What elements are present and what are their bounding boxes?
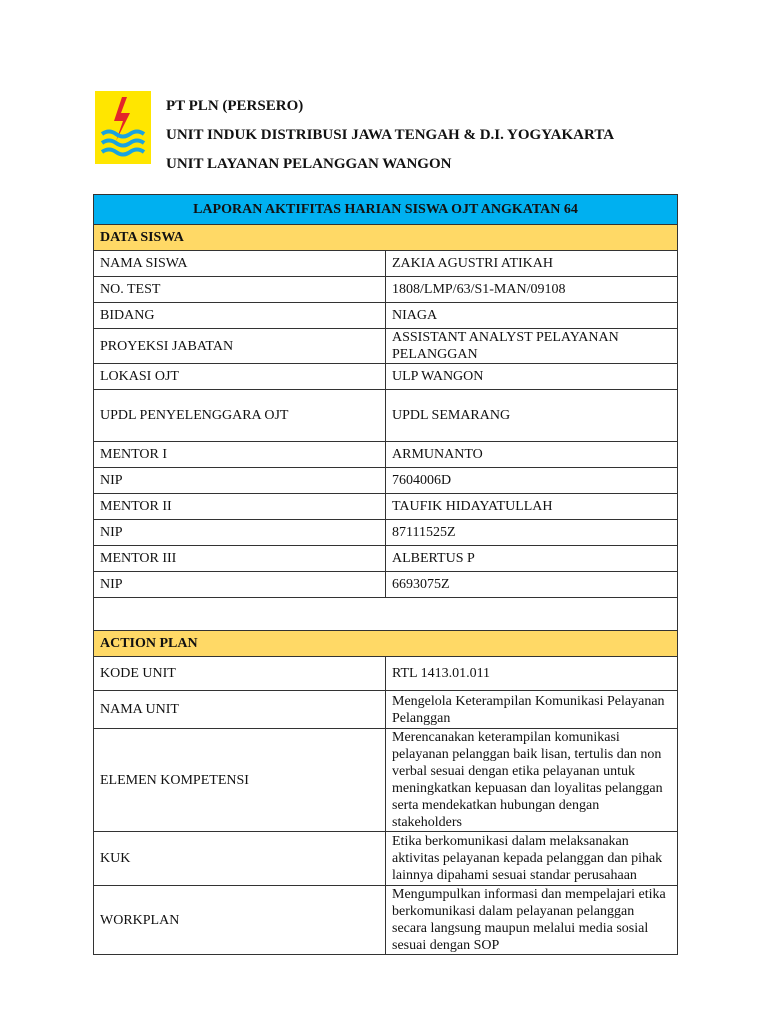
row-value: 1808/LMP/63/S1-MAN/09108 xyxy=(386,277,678,303)
table-row xyxy=(94,329,678,364)
empty-row xyxy=(94,598,678,631)
row-label: LOKASI OJT xyxy=(94,364,386,390)
row-label: KUK xyxy=(94,832,386,886)
table-row xyxy=(94,277,678,303)
row-value: 6693075Z xyxy=(386,572,678,598)
row-value: 87111525Z xyxy=(386,520,678,546)
row-label: NAMA UNIT xyxy=(94,691,386,729)
table-row xyxy=(94,520,678,546)
table-row xyxy=(94,691,678,729)
row-label: NO. TEST xyxy=(94,277,386,303)
table-row xyxy=(94,832,678,886)
row-label: BIDANG xyxy=(94,303,386,329)
row-value: Mengumpulkan informasi dan mempelajari etika berkomunikasi dalam pelayanan pelanggan secara langsung maupun melalui media sosial sesuai dengan SOP xyxy=(386,886,678,955)
row-label: NIP xyxy=(94,572,386,598)
row-label: PROYEKSI JABATAN xyxy=(94,329,386,364)
table-row xyxy=(94,251,678,277)
section-action-plan: ACTION PLAN xyxy=(94,631,678,657)
row-label: UPDL PENYELENGGARA OJT xyxy=(94,390,386,442)
row-label: KODE UNIT xyxy=(94,657,386,691)
table-row xyxy=(94,546,678,572)
row-value: Merencanakan keterampilan komunikasi pelayanan pelanggan baik lisan, tertulis dan non verbal sesuai dengan etika pelayanan untuk meningkatkan kepuasan dan loyalitas pelanggan serta mendekatkan hubungan dengan stakeholders xyxy=(386,729,678,832)
unit-layanan: UNIT LAYANAN PELANGGAN WANGON xyxy=(166,156,452,172)
unit-induk: UNIT INDUK DISTRIBUSI JAWA TENGAH & D.I. YOGYAKARTA xyxy=(166,127,615,143)
row-value: ASSISTANT ANALYST PELAYANAN PELANGGAN xyxy=(386,329,678,364)
report-title: LAPORAN AKTIFITAS HARIAN SISWA OJT ANGKATAN 64 xyxy=(94,195,678,225)
row-label: WORKPLAN xyxy=(94,886,386,955)
row-value: UPDL SEMARANG xyxy=(386,390,678,442)
row-label: NAMA SISWA xyxy=(94,251,386,277)
row-label: NIP xyxy=(94,520,386,546)
company-name: PT PLN (PERSERO) xyxy=(166,98,304,114)
pln-logo-icon xyxy=(95,91,151,164)
row-label: ELEMEN KOMPETENSI xyxy=(94,729,386,832)
table-row xyxy=(94,303,678,329)
table-row xyxy=(94,572,678,598)
row-label: MENTOR II xyxy=(94,494,386,520)
row-value: ARMUNANTO xyxy=(386,442,678,468)
report-table xyxy=(93,194,678,955)
row-value: Mengelola Keterampilan Komunikasi Pelayanan Pelanggan xyxy=(386,691,678,729)
row-value: NIAGA xyxy=(386,303,678,329)
section-data-siswa: DATA SISWA xyxy=(94,225,678,251)
row-label: MENTOR I xyxy=(94,442,386,468)
empty-cell xyxy=(94,598,678,631)
table-row xyxy=(94,442,678,468)
row-label: NIP xyxy=(94,468,386,494)
table-row xyxy=(94,729,678,832)
header-lines xyxy=(166,92,614,179)
row-value: ALBERTUS P xyxy=(386,546,678,572)
table-row xyxy=(94,364,678,390)
row-value: TAUFIK HIDAYATULLAH xyxy=(386,494,678,520)
table-row xyxy=(94,494,678,520)
table-row xyxy=(94,390,678,442)
table-row xyxy=(94,468,678,494)
row-value: ZAKIA AGUSTRI ATIKAH xyxy=(386,251,678,277)
table-row xyxy=(94,886,678,955)
row-value: 7604006D xyxy=(386,468,678,494)
row-value: Etika berkomunikasi dalam melaksanakan aktivitas pelayanan kepada pelanggan dan pihak lainnya dipahami sesuai standar perusahaan xyxy=(386,832,678,886)
row-label: MENTOR III xyxy=(94,546,386,572)
pln-logo xyxy=(95,91,151,164)
row-value: ULP WANGON xyxy=(386,364,678,390)
table-row xyxy=(94,657,678,691)
row-value: RTL 1413.01.011 xyxy=(386,657,678,691)
